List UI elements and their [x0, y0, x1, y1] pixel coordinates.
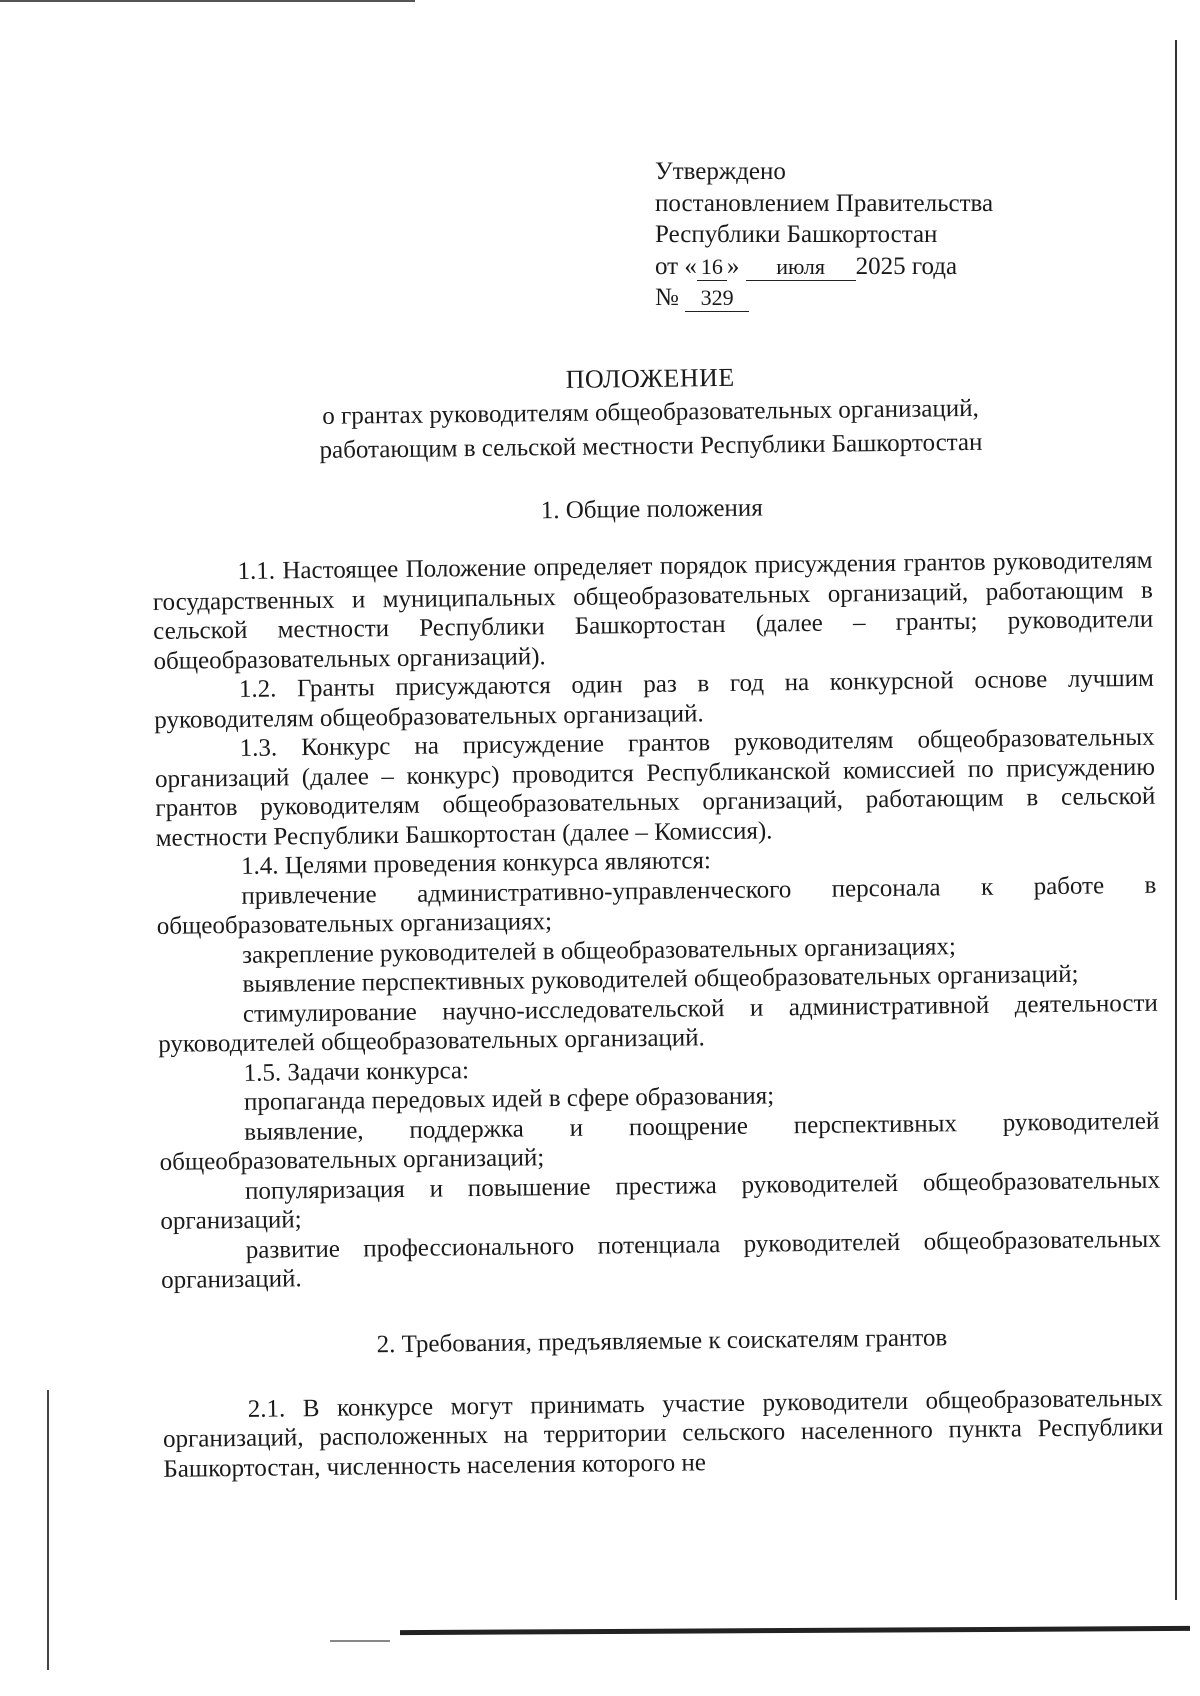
number-prefix: № — [655, 284, 679, 311]
goal-item-3: выявление перспективных руководителей общеобразовательных организаций; — [242, 960, 1079, 998]
goal-item-1: привлечение административно-управленческого персонала к работе в общеобразовательных организациях; — [156, 871, 1157, 940]
scan-edge-bottom-fragment — [330, 1640, 390, 1642]
document-body — [150, 356, 1164, 1484]
date-month: июля — [746, 254, 856, 281]
number-value: 329 — [685, 285, 749, 312]
goal-item-4: стимулирование научно-исследовательской и административной деятельности руководителей общеобразовательных организаций. — [158, 989, 1158, 1058]
date-day: 16 — [697, 254, 727, 281]
approval-line-3: Республики Башкортостан — [655, 221, 938, 248]
paragraph-1-4: 1.4. Целями проведения конкурса являются: — [240, 847, 712, 880]
paragraph-1-1: 1.1. Настоящее Положение определяет порядок присуждения грантов руководителям государственных и муниципальных общеобразовательных организаций, работающим в сельской местности Республики Башкортостан (далее – гранты; руководители общеобразовательных организаций). — [152, 546, 1154, 675]
section-heading-2: 2. Требования, предъявляемые к соискателям грантов — [376, 1323, 948, 1358]
date-mid: » — [726, 252, 740, 280]
date-year: 2025 года — [855, 252, 958, 280]
scan-edge-left — [47, 1390, 49, 1670]
task-item-2: выявление, поддержка и поощрение перспективных руководителей общеобразовательных организаций; — [159, 1107, 1160, 1176]
task-item-3: популяризация и повышение престижа руководителей общеобразовательных организаций; — [160, 1166, 1161, 1235]
document-title: ПОЛОЖЕНИЕ — [565, 362, 735, 394]
approval-date — [655, 251, 993, 283]
paragraph-2-1: 2.1. В конкурсе могут принимать участие руководители общеобразовательных организаций, расположенных на территории сельского населенного пункта Республики Башкортостан, численность населения которого не — [162, 1384, 1164, 1483]
document-subtitle-line-2: работающим в сельской местности Республики Башкортостан — [319, 428, 983, 464]
paragraph-1-5: 1.5. Задачи конкурса: — [243, 1056, 470, 1087]
approval-block — [655, 156, 993, 314]
scan-edge-right — [1175, 40, 1177, 1600]
approval-line-2: постановлением Правительства — [655, 189, 994, 217]
date-prefix: от « — [655, 252, 697, 280]
paragraph-1-3: 1.3. Конкурс на присуждение грантов руководителям общеобразовательных организаций (далее – конкурс) проводится Республиканской комиссией по присуждению грантов руководителям общеобразовательных организаций, работающим в сельской местности Республики Башкортостан (далее – Комиссия). — [154, 723, 1156, 852]
section-heading-1: 1. Общие положения — [540, 494, 763, 525]
task-item-1: пропаганда передовых идей в сфере образования; — [243, 1082, 775, 1116]
document-subtitle-line-1: о грантах руководителям общеобразовательных организаций, — [322, 394, 979, 430]
approval-number — [655, 282, 993, 314]
approval-line-1: Утверждено — [655, 158, 786, 185]
scan-edge-bottom — [400, 1626, 1190, 1635]
paragraph-1-2: 1.2. Гранты присуждаются один раз в год на конкурсной основе лучшим руководителям общеобразовательных организаций. — [154, 664, 1155, 734]
scan-edge-top — [0, 0, 415, 2]
goal-item-2: закрепление руководителей в общеобразовательных организациях; — [242, 932, 957, 969]
task-item-4: развитие профессионального потенциала руководителей общеобразовательных организаций. — [160, 1225, 1161, 1294]
